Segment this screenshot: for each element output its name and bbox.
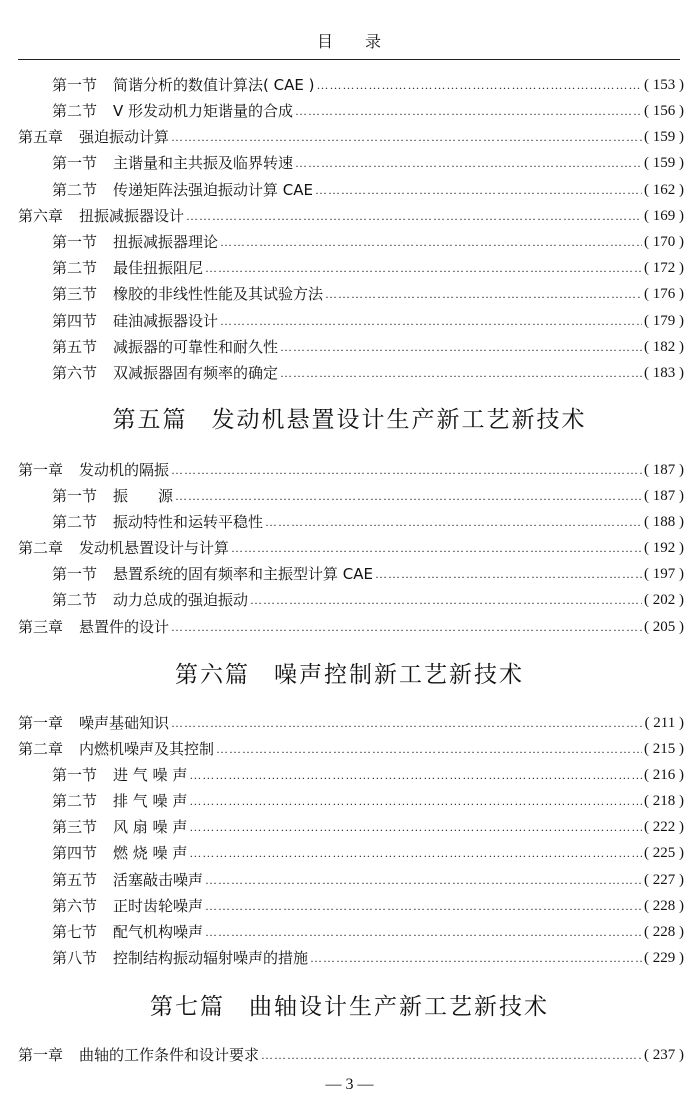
dot-leader [205, 870, 642, 890]
section-title: 简谐分析的数值计算法( CAE ) [113, 76, 315, 94]
section-title: 风 扇 噪 声 [113, 818, 188, 836]
toc-chapter-entry[interactable] [18, 707, 684, 733]
page-ref: ( 218 ) [644, 793, 684, 809]
dot-leader [315, 180, 642, 200]
section-title: 排 气 噪 声 [113, 792, 188, 810]
toc-section-entry[interactable] [52, 942, 684, 968]
page-ref: ( 225 ) [644, 845, 684, 861]
dot-leader [175, 486, 642, 506]
section-number: 第八节 [52, 949, 98, 967]
toc-section-entry[interactable] [52, 95, 684, 121]
dot-leader [280, 363, 642, 383]
section-number: 第七节 [52, 923, 98, 941]
section-number: 第二节 [52, 513, 98, 531]
page-ref: ( 183 ) [644, 365, 684, 381]
dot-leader [171, 713, 643, 733]
section-title: 正时齿轮噪声 [113, 897, 204, 915]
section-number: 第一节 [52, 565, 98, 583]
part-number: 第六篇 [175, 662, 250, 688]
chapter-title: 曲轴的工作条件和设计要求 [79, 1046, 260, 1064]
toc-chapter-entry[interactable] [18, 200, 684, 226]
section-number: 第一节 [52, 766, 98, 784]
part-heading [0, 992, 699, 1022]
toc-section-entry[interactable] [52, 252, 684, 278]
dot-leader [310, 948, 642, 968]
toc-chapter-entry[interactable] [18, 733, 684, 759]
dot-leader [325, 284, 642, 304]
section-title: 扭振减振器理论 [113, 233, 219, 251]
dot-leader [220, 311, 642, 331]
section-number: 第二节 [52, 181, 98, 199]
section-title: 最佳扭振阻尼 [113, 259, 204, 277]
toc-chapter-entry[interactable] [18, 1039, 684, 1065]
dot-leader [189, 765, 642, 785]
toc-section-entry[interactable] [52, 916, 684, 942]
section-title: 悬置系统的固有频率和主振型计算 CAE [113, 565, 373, 583]
section-number: 第二节 [52, 102, 98, 120]
toc-section-entry[interactable] [52, 506, 684, 532]
dot-leader [205, 922, 642, 942]
toc-chapter-entry[interactable] [18, 611, 684, 637]
section-number: 第三节 [52, 818, 98, 836]
dot-leader [171, 127, 642, 147]
dot-leader [280, 337, 642, 357]
section-number: 第一节 [52, 154, 98, 172]
part-number: 第七篇 [150, 994, 225, 1020]
dot-leader [250, 590, 642, 610]
page-ref: ( 169 ) [644, 208, 684, 224]
chapter-title: 发动机悬置设计与计算 [79, 539, 230, 557]
page-ref: ( 159 ) [644, 129, 684, 145]
toc-section-entry[interactable] [52, 331, 684, 357]
page-ref: ( 162 ) [644, 182, 684, 198]
chapter-number: 第五章 [18, 128, 64, 146]
chapter-title: 内燃机噪声及其控制 [79, 740, 215, 758]
section-title: 振 源 [113, 487, 174, 505]
section-title: 硅油减振器设计 [113, 312, 219, 330]
chapter-number: 第六章 [18, 207, 64, 225]
page-ref: ( 172 ) [644, 260, 684, 276]
section-number: 第六节 [52, 897, 98, 915]
chapter-title: 悬置件的设计 [79, 618, 170, 636]
section-number: 第二节 [52, 792, 98, 810]
toc-chapter-entry[interactable] [18, 121, 684, 147]
toc-section-entry[interactable] [52, 357, 684, 383]
toc-section-entry[interactable] [52, 147, 684, 173]
toc-section-entry[interactable] [52, 558, 684, 584]
part-heading [0, 405, 699, 435]
toc-section-entry[interactable] [52, 480, 684, 506]
chapter-number: 第二章 [18, 539, 64, 557]
toc-section-entry[interactable] [52, 759, 684, 785]
page-ref: ( 197 ) [644, 566, 684, 582]
section-title: 动力总成的强迫振动 [113, 591, 249, 609]
toc-section-entry[interactable] [52, 785, 684, 811]
toc-chapter-entry[interactable] [18, 532, 684, 558]
page-number: — 3 — [325, 1076, 374, 1093]
dot-leader [261, 1045, 642, 1065]
chapter-number: 第一章 [18, 714, 64, 732]
section-number: 第四节 [52, 844, 98, 862]
chapter-title: 强迫振动计算 [79, 128, 170, 146]
toc-chapter-entry[interactable] [18, 454, 684, 480]
dot-leader [295, 153, 642, 173]
dot-leader [295, 101, 642, 121]
section-title: 主谐量和主共振及临界转速 [113, 154, 294, 172]
toc-section-entry[interactable] [52, 837, 684, 863]
section-title: 振动特性和运转平稳性 [113, 513, 264, 531]
dot-leader [189, 791, 642, 811]
dot-leader [265, 512, 642, 532]
toc-section-entry[interactable] [52, 584, 684, 610]
page-ref: ( 228 ) [644, 898, 684, 914]
dot-leader [205, 258, 642, 278]
page-ref: ( 153 ) [644, 77, 684, 93]
page-header [18, 30, 680, 60]
section-title: 减振器的可靠性和耐久性 [113, 338, 279, 356]
section-number: 第三节 [52, 285, 98, 303]
dot-leader [189, 843, 642, 863]
chapter-title: 发动机的隔振 [79, 461, 170, 479]
page-ref: ( 229 ) [644, 950, 684, 966]
part-title: 发动机悬置设计生产新工艺新技术 [211, 407, 587, 433]
section-number: 第二节 [52, 259, 98, 277]
section-number: 第一节 [52, 487, 98, 505]
toc-section-entry[interactable] [52, 864, 684, 890]
section-title: V 形发动机力矩谐量的合成 [113, 102, 294, 120]
section-number: 第一节 [52, 76, 98, 94]
chapter-number: 第二章 [18, 740, 64, 758]
section-title: 燃 烧 噪 声 [113, 844, 188, 862]
dot-leader [375, 564, 642, 584]
page-ref: ( 227 ) [644, 872, 684, 888]
toc-section-entry[interactable] [52, 69, 684, 95]
toc-heading: 目录 [316, 32, 413, 51]
section-title: 橡胶的非线性性能及其试验方法 [113, 285, 324, 303]
dot-leader [186, 206, 642, 226]
toc-section-entry[interactable] [52, 890, 684, 916]
section-number: 第二节 [52, 591, 98, 609]
page-ref: ( 228 ) [644, 924, 684, 940]
dot-leader [171, 460, 642, 480]
dot-leader [231, 538, 642, 558]
part-title: 噪声控制新工艺新技术 [274, 662, 524, 688]
toc-section-entry[interactable] [52, 305, 684, 331]
chapter-title: 噪声基础知识 [79, 714, 170, 732]
page-ref: ( 170 ) [644, 234, 684, 250]
chapter-number: 第三章 [18, 618, 64, 636]
section-number: 第五节 [52, 871, 98, 889]
dot-leader [316, 75, 642, 95]
page-ref: ( 156 ) [644, 103, 684, 119]
part-heading [0, 660, 699, 690]
section-title: 双减振器固有频率的确定 [113, 364, 279, 382]
dot-leader [189, 817, 642, 837]
chapter-number: 第一章 [18, 1046, 64, 1064]
section-title: 控制结构振动辐射噪声的措施 [113, 949, 309, 967]
part-number: 第五篇 [112, 407, 188, 433]
toc-section-entry[interactable] [52, 811, 684, 837]
page-ref: ( 159 ) [644, 155, 684, 171]
toc-section-entry[interactable] [52, 226, 684, 252]
chapter-title: 扭振减振器设计 [79, 207, 185, 225]
dot-leader [220, 232, 642, 252]
toc-section-entry[interactable] [52, 174, 684, 200]
page-ref: ( 182 ) [644, 339, 684, 355]
page-ref: ( 188 ) [644, 514, 684, 530]
page-ref: ( 237 ) [644, 1047, 684, 1063]
section-number: 第六节 [52, 364, 98, 382]
section-title: 传递矩阵法强迫振动计算 CAE [113, 181, 313, 199]
dot-leader [216, 739, 642, 759]
part-title: 曲轴设计生产新工艺新技术 [249, 994, 549, 1020]
page-ref: ( 187 ) [644, 488, 684, 504]
section-number: 第四节 [52, 312, 98, 330]
chapter-number: 第一章 [18, 461, 64, 479]
page-ref: ( 211 ) [644, 715, 684, 731]
page-ref: ( 179 ) [644, 313, 684, 329]
section-title: 活塞敲击噪声 [113, 871, 204, 889]
section-number: 第一节 [52, 233, 98, 251]
page-ref: ( 205 ) [644, 619, 684, 635]
dot-leader [205, 896, 642, 916]
page-ref: ( 216 ) [644, 767, 684, 783]
section-title: 配气机构噪声 [113, 923, 204, 941]
page-ref: ( 222 ) [644, 819, 684, 835]
page-ref: ( 187 ) [644, 462, 684, 478]
page-ref: ( 215 ) [644, 741, 684, 757]
page-ref: ( 202 ) [644, 592, 684, 608]
dot-leader [171, 617, 642, 637]
section-number: 第五节 [52, 338, 98, 356]
page-ref: ( 192 ) [644, 540, 684, 556]
page-ref: ( 176 ) [644, 286, 684, 302]
section-title: 进 气 噪 声 [113, 766, 188, 784]
toc-section-entry[interactable] [52, 278, 684, 304]
